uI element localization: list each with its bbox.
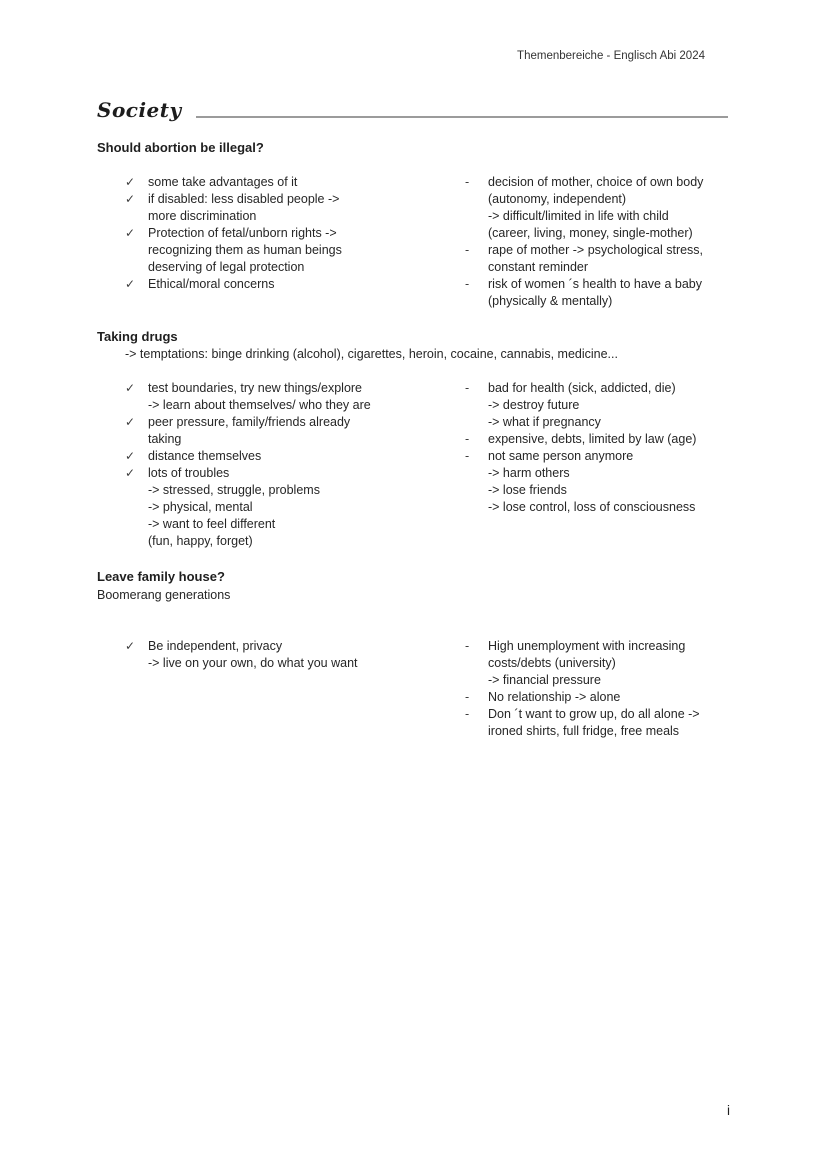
pro-item	[125, 174, 465, 191]
pro-item	[125, 380, 465, 414]
item-lines	[488, 431, 728, 448]
item-line: peer pressure, family/friends already	[148, 415, 351, 429]
topic-intro: -> temptations: binge drinking (alcohol), cigarettes, heroin, cocaine, cannabis, medicine...	[125, 347, 618, 361]
item-lines	[148, 225, 465, 276]
topic-title: Taking drugs	[97, 329, 178, 344]
cons-column	[465, 174, 728, 310]
dash-icon: -	[465, 277, 470, 291]
item-lines	[488, 276, 728, 310]
cons-column	[465, 380, 728, 550]
item-line: recognizing them as human beings	[148, 243, 342, 257]
topic-section	[97, 139, 728, 310]
item-line: more discrimination	[148, 209, 257, 223]
dash-icon: -	[465, 175, 470, 189]
item-lines	[148, 638, 465, 672]
pro-item	[125, 414, 465, 448]
item-line: -> learn about themselves/ who they are	[148, 398, 371, 412]
item-line: High unemployment with increasing	[488, 639, 686, 653]
pros-column	[125, 380, 465, 550]
pro-item	[125, 225, 465, 276]
item-line: -> physical, mental	[148, 500, 253, 514]
pros-column	[125, 638, 465, 740]
item-line: test boundaries, try new things/explore	[148, 381, 363, 395]
pro-con-columns	[125, 174, 728, 310]
item-line: if disabled: less disabled people ->	[148, 192, 340, 206]
item-lines	[148, 191, 465, 225]
item-lines	[148, 465, 465, 550]
item-line: (autonomy, independent)	[488, 192, 627, 206]
topics-container	[97, 139, 728, 740]
item-lines	[148, 174, 465, 191]
item-line: -> lose control, loss of consciousness	[488, 500, 696, 514]
pro-item	[125, 638, 465, 672]
item-line: -> difficult/limited in life with child	[488, 209, 669, 223]
item-line: -> destroy future	[488, 398, 580, 412]
topic-section	[97, 328, 728, 550]
item-lines	[488, 242, 728, 276]
item-lines	[488, 174, 728, 242]
check-icon: ✓	[125, 639, 136, 653]
page-header: Themenbereiche - Englisch Abi 2024	[517, 50, 705, 62]
item-line: Protection of fetal/unborn rights ->	[148, 226, 337, 240]
item-lines	[148, 380, 465, 414]
pro-item	[125, 191, 465, 225]
item-line: -> stressed, struggle, problems	[148, 483, 320, 497]
item-line: constant reminder	[488, 260, 589, 274]
society-heading-row	[97, 97, 728, 121]
item-line: risk of women ´s health to have a baby	[488, 277, 703, 291]
dash-icon: -	[465, 449, 470, 463]
item-line: (career, living, money, single-mother)	[488, 226, 693, 240]
cons-column	[465, 638, 728, 740]
heading-underline	[196, 116, 728, 118]
page-number: i	[727, 1103, 730, 1118]
item-line: -> live on your own, do what you want	[148, 656, 358, 670]
topic-title: Leave family house?	[97, 569, 225, 584]
pro-item	[125, 448, 465, 465]
topic-title: Should abortion be illegal?	[97, 140, 264, 155]
con-item	[465, 174, 728, 242]
check-icon: ✓	[125, 449, 136, 463]
pro-con-columns	[125, 380, 728, 550]
item-line: (fun, happy, forget)	[148, 534, 253, 548]
item-line: deserving of legal protection	[148, 260, 305, 274]
item-lines	[488, 448, 728, 516]
item-line: expensive, debts, limited by law (age)	[488, 432, 697, 446]
pro-item	[125, 465, 465, 550]
item-lines	[148, 276, 465, 293]
item-lines	[148, 414, 465, 448]
item-line: distance themselves	[148, 449, 262, 463]
dash-icon: -	[465, 381, 470, 395]
dash-icon: -	[465, 432, 470, 446]
item-line: not same person anymore	[488, 449, 634, 463]
con-item	[465, 706, 728, 740]
section-title: Society	[97, 98, 182, 122]
item-line: rape of mother -> psychological stress,	[488, 243, 704, 257]
item-line: No relationship -> alone	[488, 690, 621, 704]
item-line: -> lose friends	[488, 483, 567, 497]
check-icon: ✓	[125, 226, 136, 240]
item-lines	[148, 448, 465, 465]
dash-icon: -	[465, 639, 470, 653]
topic-section	[97, 568, 728, 740]
check-icon: ✓	[125, 415, 136, 429]
con-item	[465, 276, 728, 310]
con-item	[465, 242, 728, 276]
item-line: (physically & mentally)	[488, 294, 613, 308]
item-line: taking	[148, 432, 182, 446]
item-line: -> want to feel different	[148, 517, 276, 531]
item-lines	[488, 689, 728, 706]
check-icon: ✓	[125, 192, 136, 206]
item-lines	[488, 638, 728, 689]
pro-con-columns	[125, 638, 728, 740]
item-lines	[488, 706, 728, 740]
item-line: -> financial pressure	[488, 673, 601, 687]
item-line: Be independent, privacy	[148, 639, 283, 653]
dash-icon: -	[465, 690, 470, 704]
dash-icon: -	[465, 243, 470, 257]
con-item	[465, 638, 728, 689]
con-item	[465, 380, 728, 431]
item-line: decision of mother, choice of own body	[488, 175, 704, 189]
item-line: -> what if pregnancy	[488, 415, 601, 429]
con-item	[465, 448, 728, 516]
check-icon: ✓	[125, 277, 136, 291]
item-line: -> harm others	[488, 466, 570, 480]
check-icon: ✓	[125, 175, 136, 189]
item-line: lots of troubles	[148, 466, 230, 480]
item-line: Don ´t want to grow up, do all alone ->	[488, 707, 700, 721]
pro-item	[125, 276, 465, 293]
con-item	[465, 689, 728, 706]
pros-column	[125, 174, 465, 310]
check-icon: ✓	[125, 381, 136, 395]
item-lines	[488, 380, 728, 431]
item-line: some take advantages of it	[148, 175, 298, 189]
check-icon: ✓	[125, 466, 136, 480]
item-line: costs/debts (university)	[488, 656, 616, 670]
item-line: ironed shirts, full fridge, free meals	[488, 724, 680, 738]
topic-subtitle: Boomerang generations	[97, 588, 231, 602]
item-line: bad for health (sick, addicted, die)	[488, 381, 676, 395]
item-line: Ethical/moral concerns	[148, 277, 275, 291]
dash-icon: -	[465, 707, 470, 721]
con-item	[465, 431, 728, 448]
